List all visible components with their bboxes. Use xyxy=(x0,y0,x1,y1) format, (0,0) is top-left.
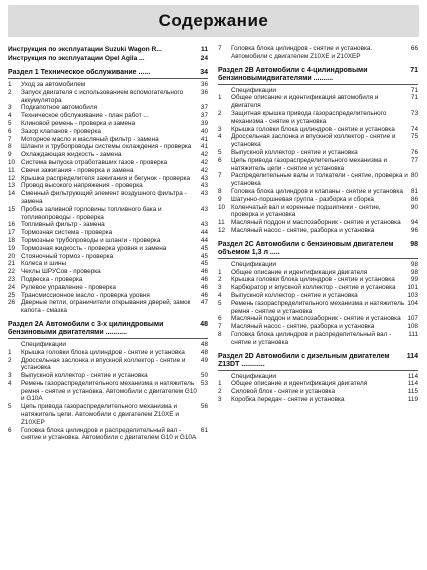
entry-number: 10 xyxy=(218,203,226,211)
entry-number: 6 xyxy=(218,315,222,323)
entry-number: 23 xyxy=(8,275,16,283)
entry-number: 9 xyxy=(8,151,12,159)
entry-number: 3 xyxy=(8,372,12,380)
entry-title: Масляный поддон и маслозаборник - снятие и установка xyxy=(231,315,401,323)
toc-entry[interactable] xyxy=(8,253,208,261)
toc-entry[interactable] xyxy=(218,149,418,157)
entry-page-number: 73 xyxy=(410,109,418,117)
entry-title: Выпускной коллектор - снятие и установка xyxy=(231,291,358,299)
entry-title: Силовой блок - снятие и установка xyxy=(231,388,336,396)
toc-entry[interactable] xyxy=(8,159,208,167)
entry-number: 5 xyxy=(218,299,222,307)
entry-title: Подкапотное автомобиля xyxy=(21,104,98,112)
entry-title: Крышка головки блока цилиндров - снятие и установка xyxy=(21,348,185,356)
entry-title: Дверные петли, ограничители открывания дверей, замок капота - смазка xyxy=(21,299,191,315)
entry-page-number: 98 xyxy=(410,268,418,276)
entry-number: 17 xyxy=(8,229,16,237)
section-title: Раздел 2А Автомобили с 3-х цилиндровыми бензиновыми двигателями ........... xyxy=(8,320,164,336)
entry-number: 8 xyxy=(218,330,222,338)
entry-page-number: 49 xyxy=(200,356,208,364)
toc-entry[interactable] xyxy=(218,276,418,284)
entry-page-number: 47 xyxy=(200,299,208,307)
entry-title: Зазор клапанов - проверка xyxy=(21,127,101,135)
entry-title: Цепь привода газораспределительного механизма и натяжитель цепи - снятие и установка xyxy=(231,156,388,172)
toc-entry[interactable] xyxy=(8,175,208,183)
entry-number: 22 xyxy=(8,268,16,276)
toc-entry[interactable] xyxy=(8,221,208,229)
toc-entry[interactable] xyxy=(218,188,418,196)
entry-number: 4 xyxy=(8,112,12,120)
entry-page-number: 42 xyxy=(200,151,208,159)
toc-entry[interactable] xyxy=(8,120,208,128)
toc-entry[interactable] xyxy=(8,81,208,89)
entry-page-number: 39 xyxy=(200,119,208,127)
toc-entry[interactable] xyxy=(218,396,418,404)
entry-page-number: 42 xyxy=(200,166,208,174)
entry-title: Уход за автомобилем xyxy=(21,81,86,88)
entry-title: Спецификации xyxy=(231,260,276,268)
toc-entry[interactable] xyxy=(218,110,418,126)
entry-number: 8 xyxy=(8,143,12,151)
entry-page-number: 76 xyxy=(410,148,418,156)
entry-number: 4 xyxy=(218,291,222,299)
entry-title: Сменный фильтрующий элемент воздушного фильтра - замена xyxy=(21,190,187,205)
toc-entry[interactable] xyxy=(218,219,418,227)
toc-entry[interactable] xyxy=(218,227,418,235)
entry-page-number: 98 xyxy=(410,260,418,268)
section-heading[interactable] xyxy=(8,321,208,339)
entry-title: Дроссельная заслонка и впускной коллектор - снятие и установка xyxy=(231,133,396,149)
toc-entry[interactable] xyxy=(218,133,418,149)
entry-page-number: 37 xyxy=(200,112,208,120)
section-heading[interactable] xyxy=(218,67,418,85)
entry-title: Выпускной коллектор - снятие и установка xyxy=(231,148,358,156)
entry-title: Коленчатый вал и коренные подшипники - снятие, проверка и установка xyxy=(231,203,381,219)
entry-number: 10 xyxy=(8,158,16,166)
toc-entry[interactable] xyxy=(218,292,418,300)
section-heading[interactable] xyxy=(218,353,418,371)
entry-number: 8 xyxy=(218,187,222,195)
entry-number: 14 xyxy=(8,190,16,198)
entry-title: Провод высокого напряжения - проверка xyxy=(21,182,143,190)
entry-page-number: 56 xyxy=(200,403,208,411)
entry-title: Свечи зажигания - проверка и замена xyxy=(21,166,134,174)
entry-page-number: 115 xyxy=(407,388,418,396)
entry-title: Ремень газораспределительного механизма и натяжитель ремня - снятие и установка. Автомобили с двигателем G10 и G10A xyxy=(21,379,197,403)
toc-entry[interactable] xyxy=(8,190,208,206)
entry-number: 2 xyxy=(218,109,222,117)
entry-title: Крышка головки блока цилиндров - снятие и установка xyxy=(231,276,395,284)
entry-number: 3 xyxy=(218,125,222,133)
toc-entry[interactable] xyxy=(218,196,418,204)
entry-number: 1 xyxy=(218,380,222,388)
entry-title: Общее описание и идентификация двигателя xyxy=(231,380,368,388)
toc-entry[interactable] xyxy=(8,403,208,426)
toc-entry[interactable] xyxy=(8,260,208,268)
entry-title: Тормозная жидкость - проверка уровня и замена xyxy=(21,244,167,252)
entry-title: Пробка заливной горловины топливного бака и топливопроводы - проверка xyxy=(21,205,162,221)
entry-page-number: 71 xyxy=(410,94,418,102)
section-title: Раздел 2С Автомобили с бензиновым двигателем объемом 1,3 л ..... xyxy=(218,240,394,256)
entry-number: 4 xyxy=(8,379,12,387)
toc-entry[interactable] xyxy=(8,89,208,105)
toc-entry[interactable] xyxy=(218,300,418,316)
toc-entry[interactable] xyxy=(218,45,418,61)
entry-page-number: 48 xyxy=(200,348,208,356)
entry-title: Головка блока цилиндров и клапаны - снятие и установка xyxy=(231,187,403,195)
toc-entry[interactable] xyxy=(8,112,208,120)
entry-page-number: 103 xyxy=(407,291,418,299)
toc-entry[interactable] xyxy=(8,357,208,373)
toc-left-column xyxy=(8,45,208,442)
entry-title: Шатунно-поршневая группа - разборка и сборка xyxy=(231,195,374,203)
entry-title: Рулевое управление - проверка xyxy=(21,283,116,291)
entry-title: Коробка передач - снятие и установка xyxy=(231,395,345,403)
entry-page-number: 80 xyxy=(410,172,418,180)
entry-number: 6 xyxy=(8,127,12,135)
toc-entry[interactable] xyxy=(8,167,208,175)
entry-page-number: 86 xyxy=(410,195,418,203)
toc-entry[interactable] xyxy=(218,380,418,388)
entry-page-number: 45 xyxy=(200,260,208,268)
entry-title: Крышка распределителя зажигания и бегунок - проверка xyxy=(21,174,190,182)
manual-instruction-entry[interactable] xyxy=(8,54,208,63)
toc-entry[interactable] xyxy=(8,151,208,159)
entry-page-number: 50 xyxy=(200,372,208,380)
entry-title: Техническое обслуживание - план работ ... xyxy=(21,112,149,120)
entry-number: 1 xyxy=(218,94,222,102)
title-band xyxy=(8,5,419,37)
entry-page-number: 46 xyxy=(200,283,208,291)
entry-page-number: 104 xyxy=(407,299,418,307)
entry-page-number: 42 xyxy=(200,158,208,166)
entry-number: 5 xyxy=(8,119,12,127)
toc-entry[interactable] xyxy=(8,206,208,222)
entry-title: Чехлы ШРУСов - проверка xyxy=(21,268,101,276)
entry-title: Распределительные валы и толкатели - снятие, проверка и установка xyxy=(231,172,408,188)
entry-page-number: 77 xyxy=(410,156,418,164)
toc-entry[interactable] xyxy=(8,427,208,443)
toc-entry[interactable] xyxy=(218,157,418,173)
entry-number: 7 xyxy=(218,323,222,331)
entry-page-number: 119 xyxy=(407,395,418,403)
entry-number: 3 xyxy=(218,284,222,292)
entry-page-number: 114 xyxy=(407,372,418,380)
section-title: Раздел 1 Техническое обслуживание ...... xyxy=(8,69,151,76)
entry-title: Колеса и шины xyxy=(21,260,67,268)
entry-title: Стояночный тормоз - проверка xyxy=(21,252,114,260)
entry-page-number: 36 xyxy=(200,88,208,96)
section-page-number: 34 xyxy=(200,69,208,76)
section-heading[interactable] xyxy=(218,241,418,259)
toc-entry[interactable] xyxy=(8,341,208,349)
entry-page-number: 44 xyxy=(200,229,208,237)
toc-entry[interactable] xyxy=(8,299,208,315)
entry-title: Спецификации xyxy=(21,340,66,348)
entry-page-number: 43 xyxy=(200,174,208,182)
entry-number: 21 xyxy=(8,260,16,268)
entry-title: Масляный поддон и маслозаборник - снятие и установка xyxy=(231,219,401,227)
entry-number: 1 xyxy=(218,268,222,276)
toc-entry[interactable] xyxy=(218,261,418,269)
entry-page-number: 46 xyxy=(200,291,208,299)
entry-page-number: 46 xyxy=(200,268,208,276)
entry-page-number: 96 xyxy=(410,226,418,234)
entry-title: Моторное масло и масляный фильтр - замена xyxy=(21,135,159,143)
entry-title: Защитная крышка привода газораспределительного механизма - снятие и установка xyxy=(231,109,387,125)
entry-number: 5 xyxy=(8,403,12,411)
entry-page-number: 107 xyxy=(407,315,418,323)
entry-title: Клиновой ремень - проверка и замена xyxy=(21,119,136,127)
entry-number: 20 xyxy=(8,252,16,260)
entry-title: Ремень газораспределительного механизма и натяжитель ремня - снятие и установка xyxy=(231,299,405,315)
entry-page-number: 43 xyxy=(200,205,208,213)
entry-number: 2 xyxy=(218,276,222,284)
toc-entry[interactable] xyxy=(218,172,418,188)
entry-page-number: 53 xyxy=(200,379,208,387)
entry-title: Система выпуска отработавших газов - проверка xyxy=(21,158,168,166)
entry-number: 4 xyxy=(218,133,222,141)
entry-number: 3 xyxy=(218,395,222,403)
entry-title: Тормозные трубопроводы и шланги - проверка xyxy=(21,236,161,244)
entry-number: 24 xyxy=(8,283,16,291)
entry-page-number: 90 xyxy=(410,203,418,211)
toc-entry[interactable] xyxy=(8,276,208,284)
entry-title: Топливный фильтр - замена xyxy=(21,221,105,229)
entry-page-number: 99 xyxy=(410,276,418,284)
entry-number: 25 xyxy=(8,291,16,299)
section-page-number: 114 xyxy=(406,352,418,360)
entry-title: Охлаждающая жидкость - замена xyxy=(21,151,122,159)
toc-entry[interactable] xyxy=(8,128,208,136)
entry-title: Головка блока цилиндров и распределительный вал - снятие и установка. Автомобили с двигателем G10 и G10A xyxy=(21,426,197,442)
entry-title: Дроссельная заслонка и впускной коллектор - снятие и установка xyxy=(21,356,186,372)
section-heading[interactable] xyxy=(8,69,208,79)
entry-number: 7 xyxy=(8,135,12,143)
entry-number: 3 xyxy=(8,104,12,112)
entry-number: 1 xyxy=(8,348,12,356)
toc-entry[interactable] xyxy=(8,182,208,190)
entry-number: 6 xyxy=(218,156,222,164)
entry-number: 2 xyxy=(8,356,12,364)
entry-number: 16 xyxy=(8,221,16,229)
manual-instruction-entry[interactable] xyxy=(8,45,208,54)
entry-page-number: 74 xyxy=(410,125,418,133)
entry-page-number: 43 xyxy=(200,190,208,198)
toc-entry[interactable] xyxy=(218,388,418,396)
entry-page-number: 40 xyxy=(200,127,208,135)
section-page-number: 98 xyxy=(410,240,418,248)
entry-number: 18 xyxy=(8,236,16,244)
entry-page-number: 114 xyxy=(407,380,418,388)
toc-entry[interactable] xyxy=(8,143,208,151)
entry-page-number: 101 xyxy=(407,284,418,292)
entry-title: Выпускной коллектор - снятие и установка xyxy=(21,372,148,380)
toc-entry[interactable] xyxy=(8,349,208,357)
entry-title: Общее описание и идентификация двигателя xyxy=(231,268,368,276)
entry-page-number: 24 xyxy=(200,55,208,62)
toc-entry[interactable] xyxy=(218,323,418,331)
section-page-number: 48 xyxy=(200,320,208,328)
entry-title: Цепь привода газораспределительного механизма и натяжитель цепи. Автомобили с двигателем Z10XE и Z10XEP xyxy=(21,403,179,426)
entry-title: Инструкция по эксплуатации Opel Agila ... xyxy=(8,55,145,62)
entry-title: Инструкция по эксплуатации Suzuki Wagon R... xyxy=(8,46,162,53)
toc-entry[interactable] xyxy=(8,245,208,253)
toc-right-column xyxy=(218,45,418,442)
entry-title: Головка блока цилиндров - снятие и установка. Автомобили с двигателем Z10XE и Z10XEP xyxy=(231,45,373,60)
toc-entry[interactable] xyxy=(218,284,418,292)
entry-number: 26 xyxy=(8,299,16,307)
entry-number: 12 xyxy=(218,226,226,234)
entry-page-number: 44 xyxy=(200,236,208,244)
entry-page-number: 36 xyxy=(200,81,208,88)
entry-number: 7 xyxy=(218,45,222,52)
toc-entry[interactable] xyxy=(8,237,208,245)
entry-page-number: 71 xyxy=(410,86,418,94)
entry-title: Спецификации xyxy=(231,372,276,380)
entry-page-number: 41 xyxy=(200,143,208,151)
entry-number: 2 xyxy=(8,88,12,96)
entry-page-number: 75 xyxy=(410,133,418,141)
entry-page-number: 45 xyxy=(200,244,208,252)
entry-number: 19 xyxy=(8,244,16,252)
entry-title: Общее описание и идентификация автомобиля и двигателя xyxy=(231,94,379,110)
entry-number: 2 xyxy=(218,388,222,396)
entry-page-number: 66 xyxy=(410,45,418,52)
entry-title: Подвеска - проверка xyxy=(21,275,83,283)
toc-entry[interactable] xyxy=(8,229,208,237)
entry-title: Шланги и трубопроводы системы охлаждения - проверка xyxy=(21,143,192,151)
entry-title: Масляный насос - снятие, разборка и установка xyxy=(231,323,375,331)
entry-title: Трансмиссионное масло - проверка уровня xyxy=(21,291,150,299)
entry-page-number: 108 xyxy=(407,323,418,331)
toc-entry[interactable] xyxy=(8,380,208,403)
entry-number: 9 xyxy=(218,195,222,203)
section-title: Раздел 2В Автомобили с 4-цилиндровыми бензиновымидвигателями .......... xyxy=(218,66,368,82)
entry-page-number: 46 xyxy=(200,275,208,283)
toc-entry[interactable] xyxy=(8,268,208,276)
toc-columns xyxy=(8,45,419,442)
entry-page-number: 61 xyxy=(200,426,208,434)
section-title: Раздел 2D Автомобили с дизельным двигателем Z13DT ............ xyxy=(218,352,390,368)
entry-number: 11 xyxy=(8,166,15,174)
entry-page-number: 43 xyxy=(200,221,208,229)
toc-entry[interactable] xyxy=(218,331,418,347)
entry-title: Запуск двигателя с использованием вспомогательного аккумулятора xyxy=(21,88,184,104)
entry-number: 11 xyxy=(218,219,225,227)
entry-page-number: 111 xyxy=(408,330,418,338)
toc-entry[interactable] xyxy=(8,284,208,292)
entry-number: 7 xyxy=(218,172,222,180)
entry-number: 5 xyxy=(218,148,222,156)
entry-title: Крышка головки блока цилиндров - снятие и установка xyxy=(231,125,395,133)
page-title: Содержание xyxy=(158,11,269,30)
toc-entry[interactable] xyxy=(218,315,418,323)
entry-title: Головка блока цилиндров и распределительный вал - снятие и установка xyxy=(231,330,392,346)
entry-title: Масляный насос - снятие, разборка и установка xyxy=(231,226,375,234)
entry-title: Спецификации xyxy=(231,86,276,94)
toc-entry[interactable] xyxy=(218,94,418,110)
entry-number: 15 xyxy=(8,205,16,213)
entry-title: Карбюратор и впускной коллектор - снятие и установка xyxy=(231,284,396,292)
section-page-number: 71 xyxy=(410,66,418,74)
entry-page-number: 11 xyxy=(201,46,208,53)
entry-number: 1 xyxy=(8,81,12,88)
entry-number: 13 xyxy=(8,182,16,190)
entry-number: 12 xyxy=(8,174,16,182)
entry-title: Тормозная система - проверка xyxy=(21,229,113,237)
entry-page-number: 94 xyxy=(410,219,418,227)
toc-entry[interactable] xyxy=(218,204,418,220)
toc-entry[interactable] xyxy=(8,372,208,380)
entry-page-number: 81 xyxy=(410,187,418,195)
entry-page-number: 43 xyxy=(200,182,208,190)
entry-number: 6 xyxy=(8,426,12,434)
entry-page-number: 37 xyxy=(200,104,208,112)
entry-page-number: 45 xyxy=(200,252,208,260)
entry-page-number: 48 xyxy=(200,340,208,348)
entry-page-number: 41 xyxy=(200,135,208,143)
